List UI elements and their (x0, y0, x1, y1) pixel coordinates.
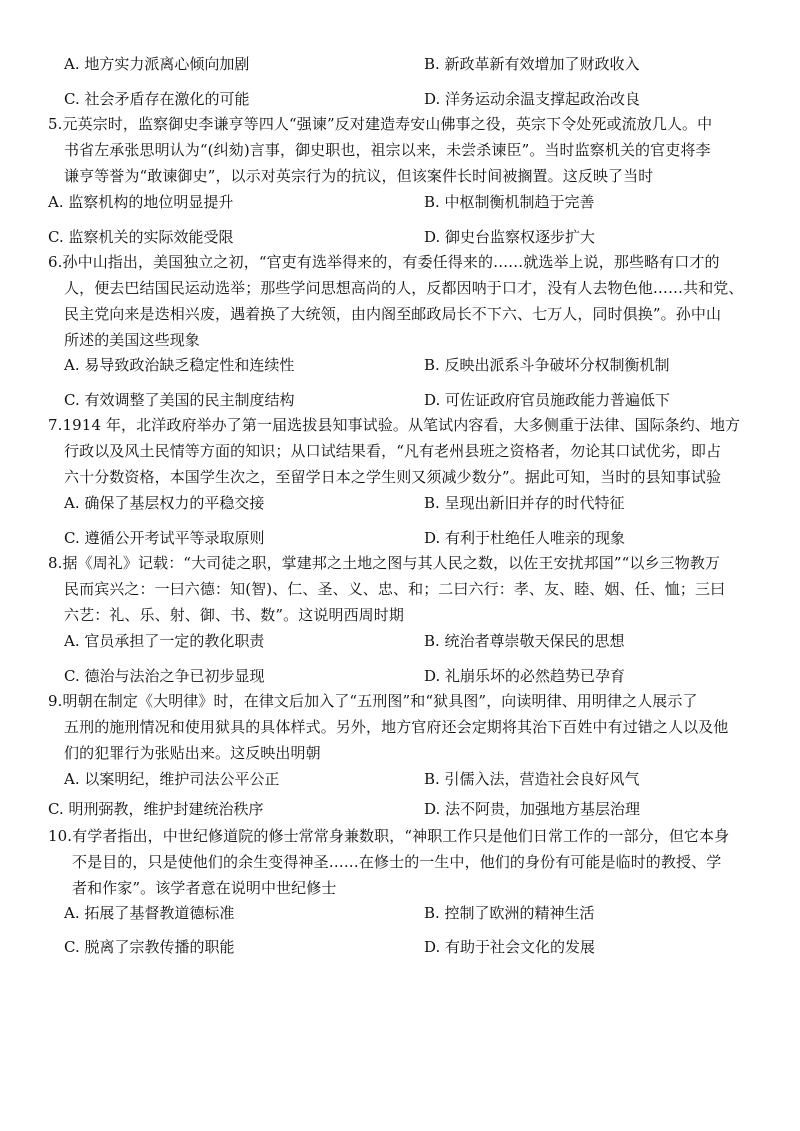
q9-option-a: A. 以案明纪，维护司法公平公正 (64, 770, 280, 788)
q7-stem-line-2: 行政以及风土民情等方面的知识；从口试结果看，“凡有老州县班之资格者，勿论其口试优劣，即占 (64, 442, 722, 460)
q7-stem-line-1: 7.1914 年，北洋政府举办了第一届选拔县知事试验。从笔试内容看，大多侧重于法律、国际条约、地方 (48, 416, 741, 434)
q6-stem-line-3: 民主党向来是迭相兴废，遇着换了大统领，由内阁至邮政局长不下六、七万人，同时俱换”。孙中山 (64, 305, 722, 323)
q9-option-b: B. 引儒入法，营造社会良好风气 (424, 770, 640, 788)
q5-options-row-1 (48, 190, 748, 214)
q8-option-a: A. 官员承担了一定的教化职责 (64, 632, 265, 650)
q8-stem-line-1: 8.据《周礼》记载：“大司徒之职，掌建邦之土地之图与其人民之数，以佐王安扰邦国”“以乡三物教万 (48, 554, 721, 572)
q6-stem-line-4: 所述的美国这些现象 (64, 331, 200, 349)
q8-options-row-2 (64, 664, 764, 688)
q10-stem-line-3: 者和作家”。该学者意在说明中世纪修士 (72, 879, 337, 897)
q7-option-c: C. 遵循公开考试平等录取原则 (64, 529, 265, 547)
q4-options-row-1 (64, 52, 764, 76)
q6-stem-line-1: 6.孙中山指出，美国独立之初，“官吏有选举得来的，有委任得来的……就选举上说，那些略有口才的 (48, 253, 720, 271)
q10-option-d: D. 有助于社会文化的发展 (424, 938, 596, 956)
q9-options-row-1 (64, 767, 764, 791)
q8-stem-line-3: 六艺：礼、乐、射、御、书、数”。这说明西周时期 (64, 606, 404, 624)
q7-options-row-1 (64, 491, 764, 515)
q10-option-c: C. 脱离了宗教传播的职能 (64, 938, 235, 956)
q4-option-d: D. 洋务运动余温支撑起政治改良 (424, 90, 641, 108)
q5-option-b: B. 中枢制衡机制趋于完善 (424, 193, 595, 211)
q9-stem-line-2: 五刑的施刑情况和使用狱具的具体样式。另外，地方官府还会定期将其治下百姓中有过错之人以及他 (64, 718, 729, 736)
q5-options-row-2 (48, 225, 748, 249)
q5-option-d: D. 御史台监察权逐步扩大 (424, 228, 596, 246)
q6-options-row-2 (64, 388, 764, 412)
q7-option-d: D. 有利于杜绝任人唯亲的现象 (424, 529, 626, 547)
q4-option-c: C. 社会矛盾存在激化的可能 (64, 90, 250, 108)
q5-stem-line-1: 5.元英宗时，监察御史李谦亨等四人“强谏”反对建造寿安山佛事之役，英宗下令处死或流放几人。中 (48, 115, 713, 133)
q9-option-d: D. 法不阿贵，加强地方基层治理 (424, 800, 641, 818)
q4-option-b: B. 新政革新有效增加了财政收入 (424, 55, 640, 73)
q9-option-c: C. 明刑弼教，维护封建统治秩序 (48, 800, 264, 818)
q10-options-row-2 (64, 935, 764, 959)
q10-options-row-1 (64, 901, 764, 925)
q5-stem-line-3: 谦亨等誉为“敢谏御史”，以示对英宗行为的抗议，但该案件长时间被搁置。这反映了当时 (64, 167, 654, 185)
q6-option-a: A. 易导致政治缺乏稳定性和连续性 (64, 356, 295, 374)
q7-options-row-2 (64, 526, 764, 550)
q8-option-c: C. 德治与法治之争已初步显现 (64, 667, 265, 685)
q5-option-a: A. 监察机构的地位明显提升 (48, 193, 234, 211)
q10-option-a: A. 拓展了基督教道德标准 (64, 904, 235, 922)
q7-option-a: A. 确保了基层权力的平稳交接 (64, 494, 265, 512)
q6-options-row-1 (64, 353, 764, 377)
q7-stem-line-3: 六十分数资格，本国学生次之，至留学日本之学生则又须减少数分”。据此可知，当时的县知事试验 (64, 468, 722, 486)
q10-stem-line-1: 10.有学者指出，中世纪修道院的修士常常身兼数职，“神职工作只是他们日常工作的一部分，但它本身 (48, 827, 730, 845)
q9-options-row-2 (48, 797, 748, 821)
q8-option-d: D. 礼崩乐坏的必然趋势已孕育 (424, 667, 626, 685)
q6-stem-line-2: 人，便去巴结国民运动选举；那些学问思想高尚的人，反都因呐于口才，没有人去物色他……共和党、 (64, 279, 744, 297)
q5-stem-line-2: 书省左承张思明认为“(纠劾)言事，御史职也，祖宗以来，未尝杀谏臣”。当时监察机关的官吏将李 (64, 141, 711, 159)
q8-option-b: B. 统治者尊崇敬天保民的思想 (424, 632, 625, 650)
q9-stem-line-3: 们的犯罪行为张贴出来。这反映出明朝 (64, 744, 321, 762)
q4-option-a: A. 地方实力派离心倾向加剧 (64, 55, 250, 73)
q7-option-b: B. 呈现出新旧并存的时代特征 (424, 494, 625, 512)
q4-options-row-2 (64, 87, 764, 111)
q6-option-b: B. 反映出派系斗争破坏分权制衡机制 (424, 356, 670, 374)
q6-option-c: C. 有效调整了美国的民主制度结构 (64, 391, 295, 409)
q9-stem-line-1: 9.明朝在制定《大明律》时，在律文后加入了“五刑图”和“狱具图”，向读明律、用明律之人展示了 (48, 692, 698, 710)
q6-option-d: D. 可佐证政府官员施政能力普遍低下 (424, 391, 671, 409)
q10-option-b: B. 控制了欧洲的精神生活 (424, 904, 595, 922)
q8-options-row-1 (64, 629, 764, 653)
q8-stem-line-2: 民而宾兴之：一曰六德：知(智)、仁、圣、义、忠、和；二曰六行：孝、友、睦、姻、任、恤；三曰 (64, 580, 726, 598)
q10-stem-line-2: 不是目的，只是使他们的余生变得神圣……在修士的一生中，他们的身份有可能是临时的教授、学 (72, 853, 722, 871)
q5-option-c: C. 监察机关的实际效能受限 (48, 228, 234, 246)
